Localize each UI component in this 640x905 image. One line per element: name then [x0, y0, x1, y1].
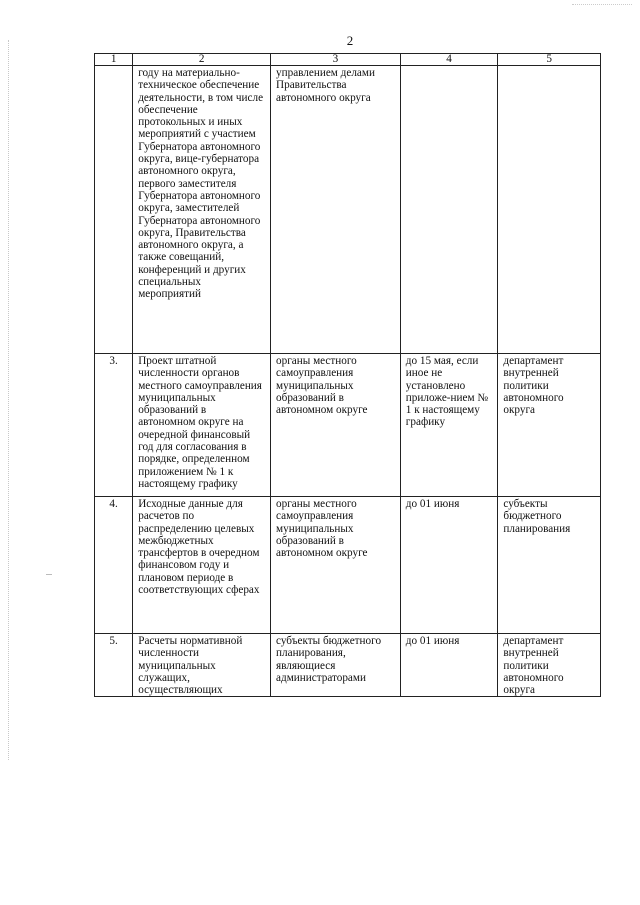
row-recipient [498, 66, 601, 354]
row-deadline: до 01 июня [400, 497, 498, 634]
table-row [95, 497, 601, 634]
schedule-table [94, 53, 601, 697]
row-deadline: до 01 июня [400, 634, 498, 697]
column-header: 2 [133, 54, 271, 66]
table-row [95, 634, 601, 697]
row-responsible: субъекты бюджетного планирования, являющиеся администраторами [271, 634, 401, 697]
row-recipient: департамент внутренней политики автономного округа [498, 354, 601, 497]
table-row [95, 66, 601, 354]
row-responsible: управлением делами Правительства автономного округа [271, 66, 401, 354]
column-header: 3 [271, 54, 401, 66]
column-header: 4 [400, 54, 498, 66]
row-recipient: субъекты бюджетного планирования [498, 497, 601, 634]
row-deadline [400, 66, 498, 354]
row-responsible: органы местного самоуправления муниципальных образований в автономном округе [271, 354, 401, 497]
table-row [95, 354, 601, 497]
table-header-row [95, 54, 601, 66]
row-number: 4. [95, 497, 133, 634]
row-content: году на материально-техническое обеспечение деятельности, в том числе обеспечение протокольных и иных мероприятий с участием Губернатора автономного округа, вице-губернатора автономного округа, первого заместителя Губернатора автономного округа, заместителей Губернатора автономного округа, Правительства автономного округа, а также совещаний, конференций и других специальных мероприятий [133, 66, 271, 354]
row-responsible: органы местного самоуправления муниципальных образований в автономном округе [271, 497, 401, 634]
row-number [95, 66, 133, 354]
scan-margin-marks [8, 40, 10, 760]
row-deadline: до 15 мая, если иное не установлено приложе-нием № 1 к настоящему графику [400, 354, 498, 497]
column-header: 5 [498, 54, 601, 66]
row-recipient: департамент внутренней политики автономного округа [498, 634, 601, 697]
scan-corner-mark [572, 4, 632, 6]
row-number: 3. [95, 354, 133, 497]
row-number: 5. [95, 634, 133, 697]
column-header: 1 [95, 54, 133, 66]
page-number: 2 [346, 33, 354, 48]
row-content: Проект штатной численности органов местного самоуправления муниципальных образований в автономном округе на очередной финансовый год для согласования в порядке, определенном приложением № 1 к настоящему графику [133, 354, 271, 497]
row-content: Расчеты нормативной численности муниципальных служащих, осуществляющих [133, 634, 271, 697]
scan-side-dash [46, 574, 52, 575]
row-content: Исходные данные для расчетов по распределению целевых межбюджетных трансфертов в очередном финансовом году и плановом периоде в соответствующих сферах [133, 497, 271, 634]
